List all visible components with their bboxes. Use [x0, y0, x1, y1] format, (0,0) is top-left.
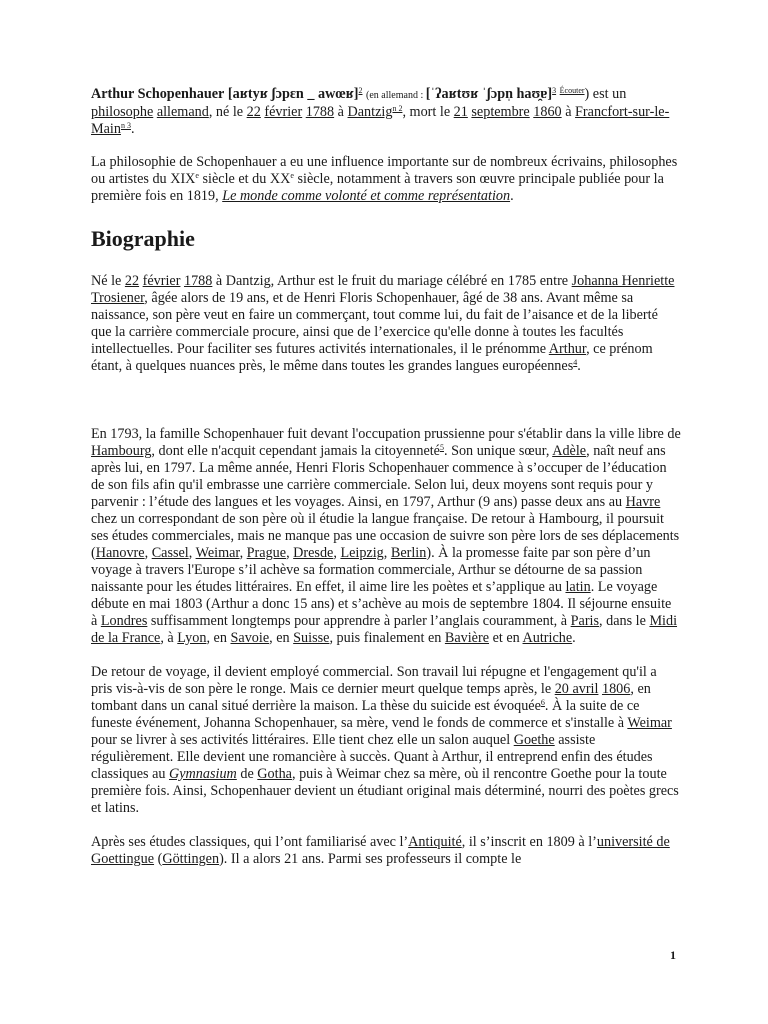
footnote-link[interactable]: 4	[573, 358, 578, 367]
footnote-link[interactable]: 6	[540, 698, 545, 707]
bio-paragraph-1: Né le 22 février 1788 à Dantzig, Arthur est le fruit du mariage célébré en 1785 entre Johanna Henriette Trosiener, âgée alors de 19 ans, et de Henri Floris Schopenhauer, âgé de 38 ans. Avant même sa naissance, son père veut en faire un commerçant, tout comme lui, du fait de l’aisance et de la liberté que la carrière commerciale procure, ainsi que de l’exercice qu'elle donne à toutes les facultés intellectuelles. Pour faciliter ses futures activités internationales, il le prénomme Arthur, ce prénom étant, à quelques nuances près, le même dans toutes les grandes langues européennes$^4$.	[91, 273, 675, 374]
bio-paragraph-2: En 1793, la famille Schopenhauer fuit devant l'occupation prussienne pour s'établir dans la ville libre de Hambourg, dont elle n'acquit cependant jamais la citoyenneté$^5$. Son unique sœur, Adèle, naît neuf ans après lui, en 1797. La même année, Henri Floris Schopenhauer commence à s’occuper de l’éducation de son fils afin qu'il embrasse une carrière commerciale. Selon lui, deux moyens sont requis pour y parvenir : l’étude des langues et les voyages. Ainsi, en 1797, Arthur (9 ans) passe deux ans au Havre chez un correspondant de son père où il étudie la langue française. De retour à Hambourg, il poursuit ses études commerciales, mais ne manque pas une occasion de suivre son père lors de ses déplacements (Hanovre, Cassel, Weimar, Prague, Dresde, Leipzig, Berlin). À la promesse faite par son père d’un voyage à travers l'Europe s’il achève sa formation commerciale, Arthur se détourne de sa passion naissante pour les études littéraires. En effet, il aime lire les poètes et s’applique au latin. Le voyage débute en mai 1803 (Arthur a donc 15 ans) et s’achève au mois de septembre 1804. Il séjourne ensuite à Londres suffisamment longtemps pour apprendre à parler l’anglais couramment, à Paris, dans le Midi de la France, à Lyon, en Savoie, en Suisse, puis finalement en Bavière et en Autriche.	[91, 426, 681, 646]
influence-paragraph: La philosophie de Schopenhauer a eu une influence importante sur de nombreux écrivains, philosophes ou artistes du XIXe siècle et du XXe siècle, notamment à travers son œuvre principale publiée pour la première fois en 1819, Le monde comme volonté et comme représentation.	[91, 154, 678, 204]
link-gymnasium[interactable]: Gymnasium	[169, 766, 237, 782]
footnote-link[interactable]: 5	[439, 443, 444, 452]
link-hambourg[interactable]: Hambourg	[91, 443, 152, 459]
link-1788[interactable]: 1788	[183, 273, 213, 289]
paragraph-gap	[91, 392, 681, 426]
bio-paragraph-4: Après ses études classiques, qui l’ont familiarisé avec l’Antiquité, il s’inscrit en 1809 à l’université de Goettingue (Göttingen). Il a alors 21 ans. Parmi ses professeurs il compte le	[91, 834, 670, 867]
ipa-pronunciation: [aʁtyʁ ʃɔpɛn _ awœʁ]	[227, 86, 359, 102]
link-latin[interactable]: latin	[565, 579, 591, 595]
link-philosophe[interactable]: philosophe	[91, 104, 154, 120]
subject-name: Arthur Schopenhauer	[91, 86, 225, 102]
link-midi[interactable]: Midi de la France	[91, 613, 678, 646]
listen-audio-link[interactable]: Écouter	[559, 86, 585, 95]
link-lyon[interactable]: Lyon	[177, 630, 207, 646]
link-weimar[interactable]: Weimar	[195, 545, 240, 561]
link-autriche[interactable]: Autriche	[522, 630, 573, 646]
link-berlin[interactable]: Berlin	[390, 545, 427, 561]
note-link[interactable]: n 2	[392, 104, 403, 113]
link-allemand[interactable]: allemand	[156, 104, 209, 120]
link-fevrier[interactable]: février	[264, 104, 303, 120]
link-antiquite[interactable]: Antiquité	[408, 834, 462, 850]
link-gottingen[interactable]: Göttingen	[162, 851, 220, 867]
link-1860[interactable]: 1860	[533, 104, 562, 120]
footnote-link[interactable]: 2	[358, 86, 363, 95]
link-johanna[interactable]: Johanna Henriette Trosiener	[91, 273, 675, 306]
link-dantzig[interactable]: Dantzig	[347, 104, 393, 120]
link-gotha[interactable]: Gotha	[257, 766, 292, 782]
document-body	[91, 86, 681, 885]
link-arthur[interactable]: Arthur	[548, 341, 587, 357]
link-1806[interactable]: 1806	[601, 681, 631, 697]
link-leipzig[interactable]: Leipzig	[340, 545, 384, 561]
link-date-22[interactable]: 22	[124, 273, 140, 289]
link-suisse[interactable]: Suisse	[293, 630, 330, 646]
section-heading: Biographie	[91, 226, 195, 251]
link-1788[interactable]: 1788	[305, 104, 335, 120]
link-20-avril[interactable]: 20 avril	[554, 681, 599, 697]
link-hanovre[interactable]: Hanovre	[95, 545, 145, 561]
link-dresde[interactable]: Dresde	[293, 545, 334, 561]
bio-paragraph-3: De retour de voyage, il devient employé commercial. Son travail lui répugne et l'engagement qu'il a pris vis-à-vis de son père le ronge. Mais ce dernier meurt quelque temps après, le 20 avril 1806, en tombant dans un canal situé derrière la maison. La thèse du suicide est évoquée$^6$. À la suite de ce funeste événement, Johanna Schopenhauer, sa mère, vend le fonds de commerce et s'installe à Weimar pour se livrer à ses activités littéraires. Elle tient chez elle un salon auquel Goethe assiste régulièrement. Elle devient une romancière à succès. Quant à Arthur, il entreprend enfin des études classiques au Gymnasium de Gotha, puis à Weimar chez sa mère, où il rencontre Goethe pour la toute première fois. Ainsi, Schopenhauer devient un étudiant original mais déterminé, nourri des poètes grecs et latins.	[91, 664, 679, 816]
ipa-german: [ˈʔaʁtʊʁ ˈʃɔpn̩ haʊ̯ɐ]	[425, 86, 553, 102]
intro-paragraph: Arthur Schopenhauer [aʁtyʁ ʃɔpɛn _ awœʁ]$^2$ (en allemand : [ˈʔaʁtʊʁ ˈʃɔpn̩ haʊ̯ɐ]$^3$ $^{Écouter}$) est un philosophe allemand, né le 22 février 1788 à Dantzig$^{n 2}$, mort le 21 septembre 1860 à Francfort-sur-le-Main$^{n 3}$.	[91, 86, 670, 137]
link-universite-goettingue[interactable]: université de Goettingue	[91, 834, 670, 867]
link-savoie[interactable]: Savoie	[230, 630, 270, 646]
link-septembre[interactable]: septembre	[471, 104, 530, 120]
page-number: 1	[670, 948, 676, 962]
link-prague[interactable]: Prague	[246, 545, 287, 561]
link-date-21[interactable]: 21	[453, 104, 468, 120]
link-goethe[interactable]: Goethe	[513, 732, 555, 748]
link-francfort[interactable]: Francfort-sur-le-Main	[91, 104, 670, 137]
link-paris[interactable]: Paris	[570, 613, 599, 629]
link-date-22[interactable]: 22	[246, 104, 261, 120]
link-londres[interactable]: Londres	[100, 613, 148, 629]
link-weimar[interactable]: Weimar	[627, 715, 672, 731]
link-adele[interactable]: Adèle	[552, 443, 587, 459]
note-link[interactable]: n 3	[120, 121, 131, 130]
footnote-link[interactable]: 3	[552, 86, 557, 95]
link-havre[interactable]: Havre	[625, 494, 661, 510]
link-main-work[interactable]: Le monde comme volonté et comme représentation	[222, 188, 511, 204]
link-cassel[interactable]: Cassel	[151, 545, 189, 561]
link-fevrier[interactable]: février	[142, 273, 181, 289]
link-baviere[interactable]: Bavière	[444, 630, 490, 646]
